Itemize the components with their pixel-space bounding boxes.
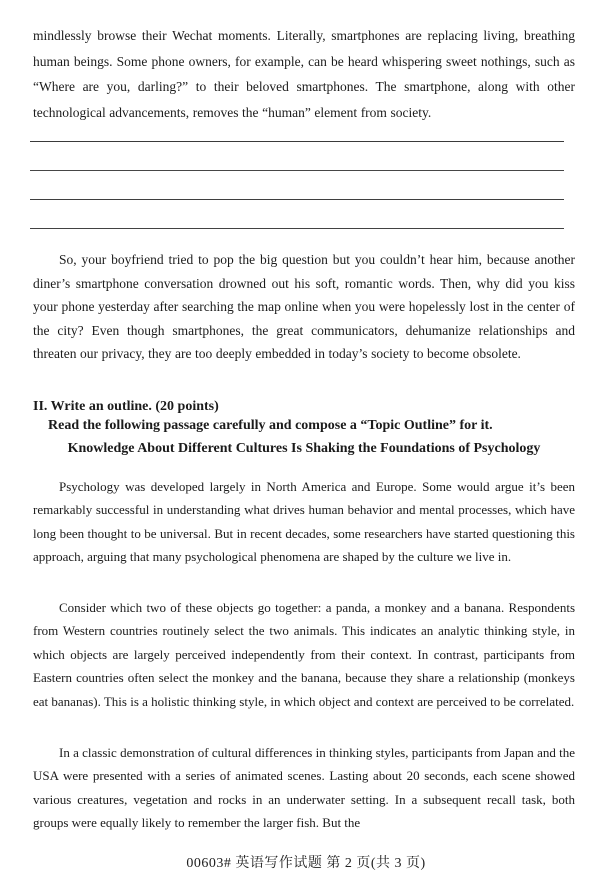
page-footer: 00603# 英语写作试题 第 2 页(共 3 页): [186, 856, 426, 871]
answer-line: [30, 228, 564, 229]
answer-line: [30, 170, 564, 171]
smartphone-paragraph-conclusion: So, your boyfriend tried to pop the big question but you couldn’t hear him, because another diner’s smartphone conversation drowned out his soft, romantic words. Then, why did you kiss your phone yesterday after searching the map online when you were hopelessly lost in the center of the city? Even though smartphones, the great communicators, dehumanize relationships and threaten our privacy, they are too deeply embedded in today’s society to become obsolete.: [33, 252, 575, 361]
passage-paragraph: Consider which two of these objects go together: a panda, a monkey and a banana. Respondents from Western countries routinely select the two animals. This indicates an analytic thinking style, in which objects are largely perceived independently from their context. In contrast, participants from Eastern countries often select the monkey and the banana, because they share a relationship (monkeys eat bananas). This is a holistic thinking style, in which object and context are perceived to be correlated.: [33, 600, 575, 709]
smartphone-paragraph-continuation: mindlessly browse their Wechat moments. Literally, smartphones are replacing living, breathing human beings. Some phone owners, for example, can be heard whispering sweet nothings, such as “Where are you, darling?” to their beloved smartphones. The smartphone, along with other technological advancements, removes the “human” element from society.: [33, 28, 575, 120]
passage-paragraph: In a classic demonstration of cultural differences in thinking styles, participants from Japan and the USA were presented with a series of animated scenes. Lasting about 20 seconds, each scene showed various creatures, vegetation and rocks in an underwater setting. In a subsequent recall task, both groups were equally likely to remember the larger fish. But the: [33, 745, 575, 831]
passage-paragraph: Psychology was developed largely in North America and Europe. Some would argue it’s been remarkably successful in understanding what drives human behavior and mental processes, which have long been thought to be universal. But in recent decades, some researchers have started questioning this approach, arguing that many psychological phenomena are shaped by the culture we live in.: [33, 479, 575, 565]
answer-line: [30, 199, 564, 200]
answer-line: [30, 141, 564, 142]
section-ii-instruction: Read the following passage carefully and compose a “Topic Outline” for it.: [48, 418, 493, 433]
section-ii-heading: II. Write an outline. (20 points): [33, 399, 219, 414]
passage-title: Knowledge About Different Cultures Is Shaking the Foundations of Psychology: [67, 441, 541, 456]
section-ii-heading-group: [33, 397, 575, 435]
